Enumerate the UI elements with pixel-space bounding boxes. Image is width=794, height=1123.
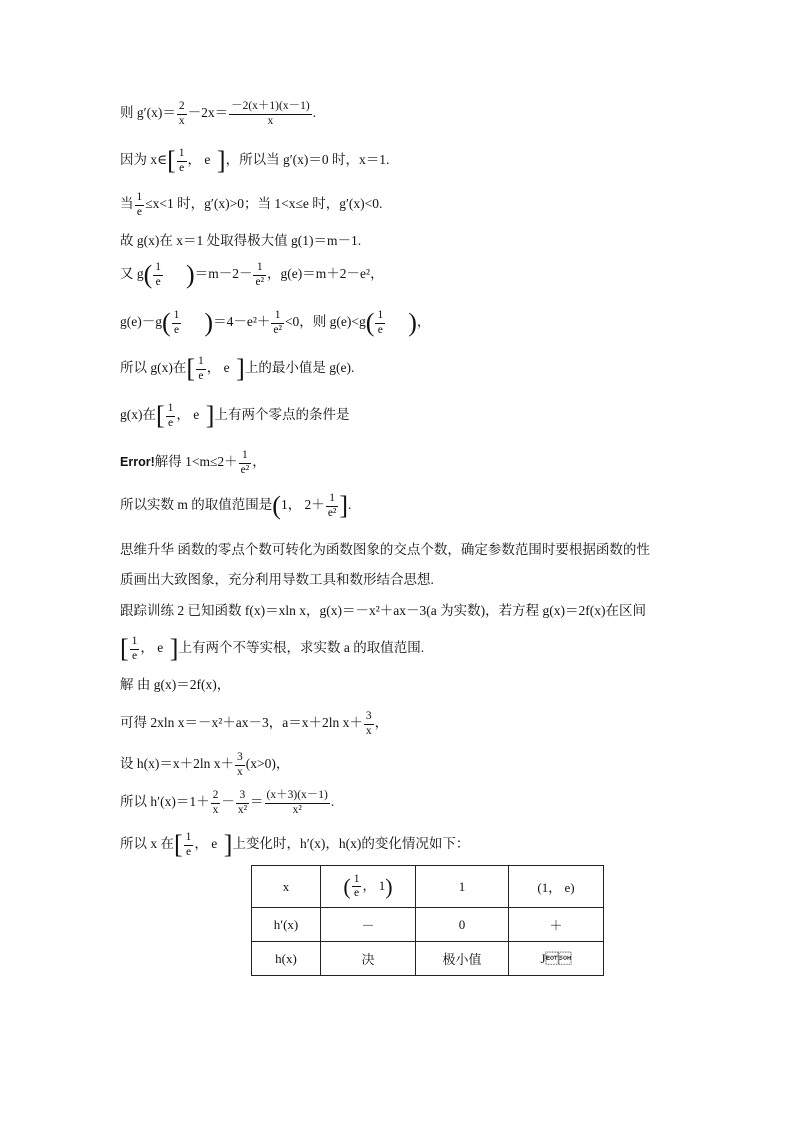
fraction: $\frac{3}{\text{x²}}$ [237, 789, 248, 816]
fraction: $\frac{3}{x}$ [365, 710, 372, 737]
fraction: $\frac{1}{e}$ [377, 309, 384, 336]
table-row [252, 942, 604, 976]
fraction: $\frac{3}{x}$ [237, 751, 243, 778]
line-m-range: 所以实数 m 的取值范围是(1， 2＋ $\frac{1}{\text{e²}}$ ]. [120, 491, 352, 520]
line-max-value: 故 g(x)在 x＝1 处取得极大值 g(1)＝m－1. [120, 233, 362, 248]
line-min-value: 所以 g(x)在[ $\frac{1}{e}$ ， e ]上的最小值是 g(e). [120, 354, 355, 383]
fraction: $\frac{1}{\text{e²}}$ [327, 492, 337, 519]
line-interval-condition: 因为 x∈[ $\frac{1}{e}$ ， e ]，所以当 g′(x)＝0 时，x＝1. [120, 146, 390, 175]
variation-table [251, 865, 604, 976]
fraction: $\frac{2}{x}$ [212, 789, 219, 816]
line-g-compare: g(e)－g( $\frac{1}{e}$ )＝4－e²＋ $\frac{1}{\text{e²}}$ <0，则 g(e)<g( $\frac{1}{e}$ )， [120, 308, 431, 337]
table-cell: 决 [321, 942, 416, 976]
fraction: $\frac{-2(x+1)(x-1)}{x}$ [231, 100, 310, 127]
solution-line-2: 可得 2xln x＝－x²＋ax－3，a＝x＋2ln x＋ $\frac{3}{x}$ ， [120, 710, 389, 737]
table-cell: (1， e) [509, 866, 604, 908]
table-cell: ( $\frac{1}{e}$ ， 1) [321, 866, 416, 908]
fraction: $\frac{1}{e}$ [198, 355, 204, 382]
table-row [252, 908, 604, 942]
exercise-line-2: [ $\frac{1}{e}$ ， e ]上有两个不等实根，求实数 a 的取值范围. [120, 634, 425, 663]
line-solve-m: Error!解得 1<m≤2＋ $\frac{1}{\text{e²}}$ ， [120, 449, 266, 476]
table-cell: 极小值 [416, 942, 509, 976]
solution-line-5: 所以 x 在[ $\frac{1}{e}$ ， e ]上变化时，h′(x)，h(x)的变化情况如下： [120, 830, 470, 859]
line-derivative-g: 则 g′(x)＝ $\frac{2}{x}$ －2x＝ $\frac{-2(x+1)(x-1)}{x}$ . [120, 100, 317, 127]
solution-line-4: 所以 h′(x)＝1＋ $\frac{2}{x}$ － $\frac{3}{\text{x²}}$ ＝ $\frac{(x+3)(x-1)}{\text{x²}}$ . [120, 789, 335, 816]
table-cell: 1 [416, 866, 509, 908]
fraction: $\frac{1}{e}$ [167, 402, 174, 429]
line-monotonic: 当 $\frac{1}{e}$ ≤x<1 时，g′(x)>0；当 1<x≤e 时，g′(x)<0. [120, 191, 383, 218]
fraction: $\frac{1}{e}$ [131, 635, 138, 662]
error-marker: Error! [120, 455, 155, 470]
table-header-row [252, 866, 604, 908]
summary-line-2: 质画出大致图象，充分利用导数工具和数形结合思想. [120, 572, 434, 587]
line-g-values: 又 g( $\frac{1}{e}$ )＝m－2－ $\frac{1}{\text{e²}}$ ，g(e)＝m＋2－e²， [120, 260, 384, 289]
fraction: $\frac{2}{x}$ [178, 100, 185, 127]
table-cell: ＋ [509, 908, 604, 942]
exercise-line-1: 跟踪训练 2 已知函数 f(x)＝xln x，g(x)＝－x²＋ax－3(a 为实数)，若方程 g(x)＝2f(x)在区间 [120, 603, 646, 618]
fraction: $\frac{1}{e}$ [173, 309, 180, 336]
fraction: $\frac{1}{e}$ [136, 191, 143, 218]
solution-line-3: 设 h(x)＝x＋2ln x＋ $\frac{3}{x}$ (x>0)， [120, 751, 290, 778]
solution-line-1: 解 由 g(x)＝2f(x)， [120, 677, 231, 692]
table-cell: x [252, 866, 321, 908]
line-zero-condition: g(x)在[ $\frac{1}{e}$ ， e ]上有两个零点的条件是 [120, 401, 350, 430]
table-cell: 0 [416, 908, 509, 942]
fraction: $\frac{1}{\text{e²}}$ [240, 449, 250, 476]
fraction: $\frac{1}{\text{e²}}$ [255, 261, 265, 288]
fraction: $\frac{1}{e}$ [185, 831, 192, 858]
fraction: $\frac{1}{e}$ [178, 147, 185, 174]
fraction: $\frac{1}{e}$ [155, 261, 162, 288]
table-cell: － [321, 908, 416, 942]
summary-line-1: 思维升华 函数的零点个数可转化为函数图象的交点个数，确定参数范围时要根据函数的性 [120, 542, 650, 557]
fraction: $\frac{(x+3)(x-1)}{\text{x²}}$ [266, 789, 328, 816]
table-cell: J [509, 942, 604, 976]
table-cell: h(x) [252, 942, 321, 976]
table-cell: h′(x) [252, 908, 321, 942]
fraction: $\frac{1}{\text{e²}}$ [273, 309, 282, 336]
